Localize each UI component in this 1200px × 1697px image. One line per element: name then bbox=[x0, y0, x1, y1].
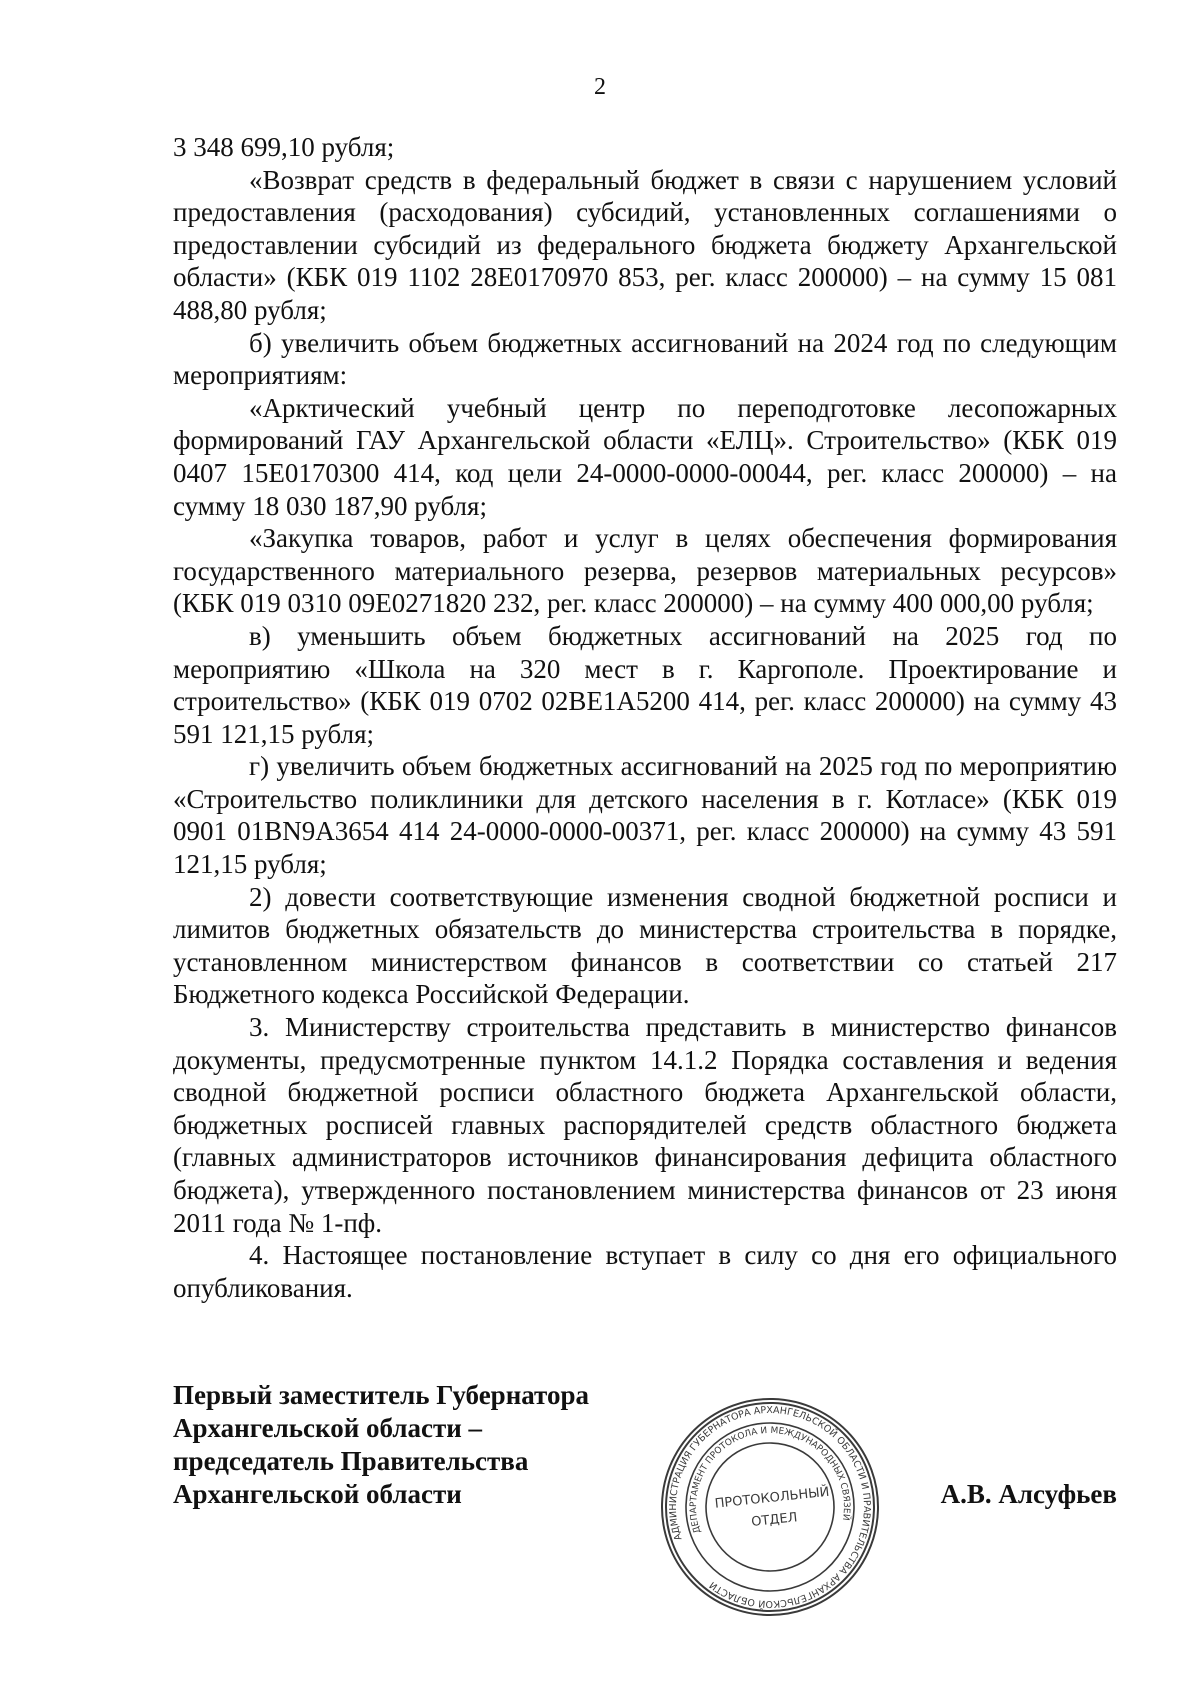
signature-block bbox=[173, 1379, 589, 1511]
paragraph: г) увеличить объем бюджетных ассигнований на 2025 год по мероприятию «Строительство поликлиники для детского населения в г. Котласе» (КБК 019 0901 01BN9A3654 414 24-0000-0000-00371, рег. класс 200000) на сумму 43 591 121,15 рубля; bbox=[173, 751, 1117, 880]
paragraph: «Закупка товаров, работ и услуг в целях обеспечения формирования государственного материального резерва, резервов материальных ресурсов» (КБК 019 0310 09Е0271820 232, рег. класс 200000) – на сумму 400 000,00 рубля; bbox=[173, 523, 1117, 619]
document-body bbox=[173, 131, 1117, 1304]
stamp-outer-text: АДМИНИСТРАЦИЯ ГУБЕРНАТОРА АРХАНГЕЛЬСКОЙ ОБЛАСТИ И ПРАВИТЕЛЬСТВА АРХАНГЕЛЬСКОЙ ОБЛАСТИ bbox=[667, 1404, 873, 1610]
paragraph: 4. Настоящее постановление вступает в силу со дня его официального опубликования. bbox=[173, 1240, 1117, 1303]
signatory-title-line: председатель Правительства bbox=[173, 1446, 529, 1476]
signatory-title-line: Архангельской области – bbox=[173, 1413, 483, 1443]
paragraph: 2) довести соответствующие изменения сводной бюджетной росписи и лимитов бюджетных обязательств до министерства строительства в порядке, установленном министерством финансов в соответствии со статьей 217 Бюджетного кодекса Российской Федерации. bbox=[173, 881, 1117, 1010]
stamp-center-text: ПРОТОКОЛЬНЫЙ bbox=[714, 1484, 831, 1512]
official-stamp bbox=[655, 1392, 885, 1622]
paragraph: б) увеличить объем бюджетных ассигнований на 2024 год по следующим мероприятиям: bbox=[173, 327, 1117, 391]
paragraph: 3 348 699,10 рубля; bbox=[173, 132, 395, 162]
signatory-title-line: Первый заместитель Губернатора bbox=[173, 1380, 589, 1410]
page-number: 2 bbox=[594, 74, 606, 100]
stamp-seal-icon bbox=[655, 1392, 885, 1622]
paragraph: 3. Министерству строительства представить в министерство финансов документы, предусмотренные пунктом 14.1.2 Порядка составления и ведения сводной бюджетной росписи областного бюджета Архангельской области, бюджетных росписей главных распорядителей средств областного бюджета (главных администраторов источников финансирования дефицита областного бюджета), утвержденного постановлением министерства финансов от 23 июня 2011 года № 1-пф. bbox=[173, 1012, 1117, 1238]
paragraph: в) уменьшить объем бюджетных ассигнований на 2025 год по мероприятию «Школа на 320 мест в г. Каргополе. Проектирование и строительство» (КБК 019 0702 02ВЕ1А5200 414, рег. класс 200000) на сумму 43 591 121,15 рубля; bbox=[173, 620, 1117, 749]
signatory-name: А.В. Алсуфьев bbox=[940, 1479, 1117, 1509]
signatory-title-line: Архангельской области bbox=[173, 1479, 462, 1509]
paragraph: «Арктический учебный центр по переподготовке лесопожарных формирований ГАУ Архангельской области «ЕЛЦ». Строительство» (КБК 019 0407 15Е0170300 414, код цели 24-0000-0000-00044, рег. класс 200000) – на сумму 18 030 187,90 рубля; bbox=[173, 392, 1117, 521]
stamp-center-text: ОТДЕЛ bbox=[750, 1510, 799, 1530]
stamp-inner-text: ДЕПАРТАМЕНТ ПРОТОКОЛА И МЕЖДУНАРОДНЫХ СВЯЗЕЙ bbox=[688, 1425, 852, 1535]
paragraph: «Возврат средств в федеральный бюджет в связи с нарушением условий предоставления (расходования) субсидий, установленных соглашениями о предоставлении субсидий из федерального бюджета бюджету Архангельской области» (КБК 019 1102 28Е0170970 853, рег. класс 200000) – на сумму 15 081 488,80 рубля; bbox=[173, 164, 1117, 325]
